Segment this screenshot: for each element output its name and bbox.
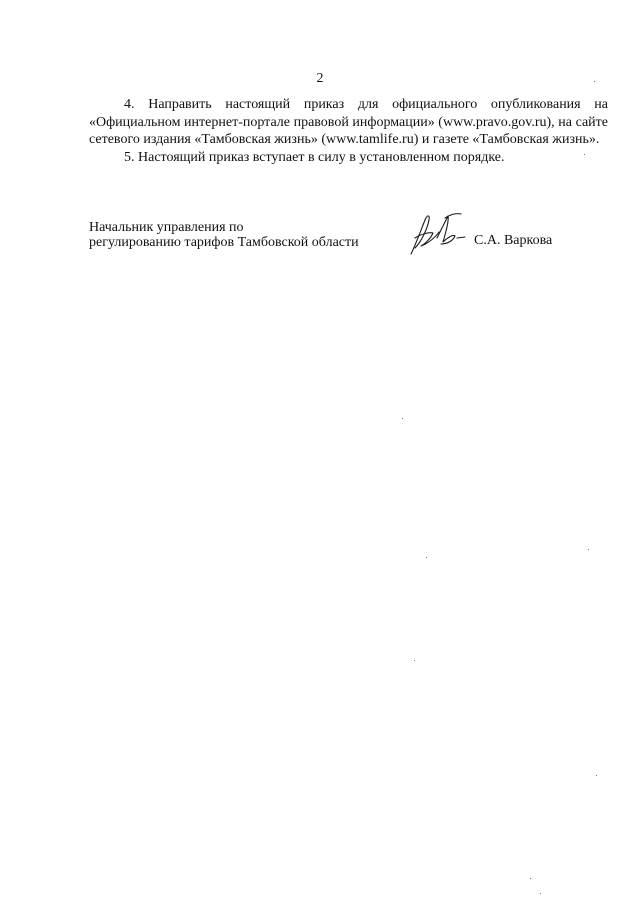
scan-speck [588, 549, 589, 550]
signature-block [89, 220, 608, 270]
paragraph-4-text: Направить настоящий приказ для официального опубликования на «Официальном интернет-портале правовой информации» (www.pravo.gov.ru), на сайте сетевого издания «Тамбовская жизнь» (www.tamlife.ru) и газете «Тамбовская жизнь». [89, 97, 609, 147]
paragraph-5-number: 5. [124, 149, 135, 165]
scan-speck [402, 418, 403, 419]
scan-speck [594, 81, 595, 82]
paragraph-4 [89, 96, 608, 149]
paragraph-4-number: 4. [124, 97, 135, 112]
scan-speck [426, 557, 427, 558]
signatory-position-line-1: Начальник управления по [89, 220, 244, 235]
signatory-name: С.А. Варкова [474, 233, 553, 248]
paragraph-5 [89, 149, 608, 167]
paragraph-5-text: Настоящий приказ вступает в силу в установленном порядке. [138, 149, 505, 165]
scan-speck [530, 878, 531, 879]
scan-speck [584, 154, 585, 155]
signatory-position [89, 220, 359, 250]
scan-speck [414, 660, 415, 661]
page-number: 2 [316, 71, 324, 86]
handwritten-signature [401, 208, 473, 258]
scan-speck [596, 775, 597, 776]
signatory-position-line-2: регулированию тарифов Тамбовской области [89, 235, 359, 250]
document-body [89, 96, 608, 166]
scan-speck [540, 893, 541, 894]
